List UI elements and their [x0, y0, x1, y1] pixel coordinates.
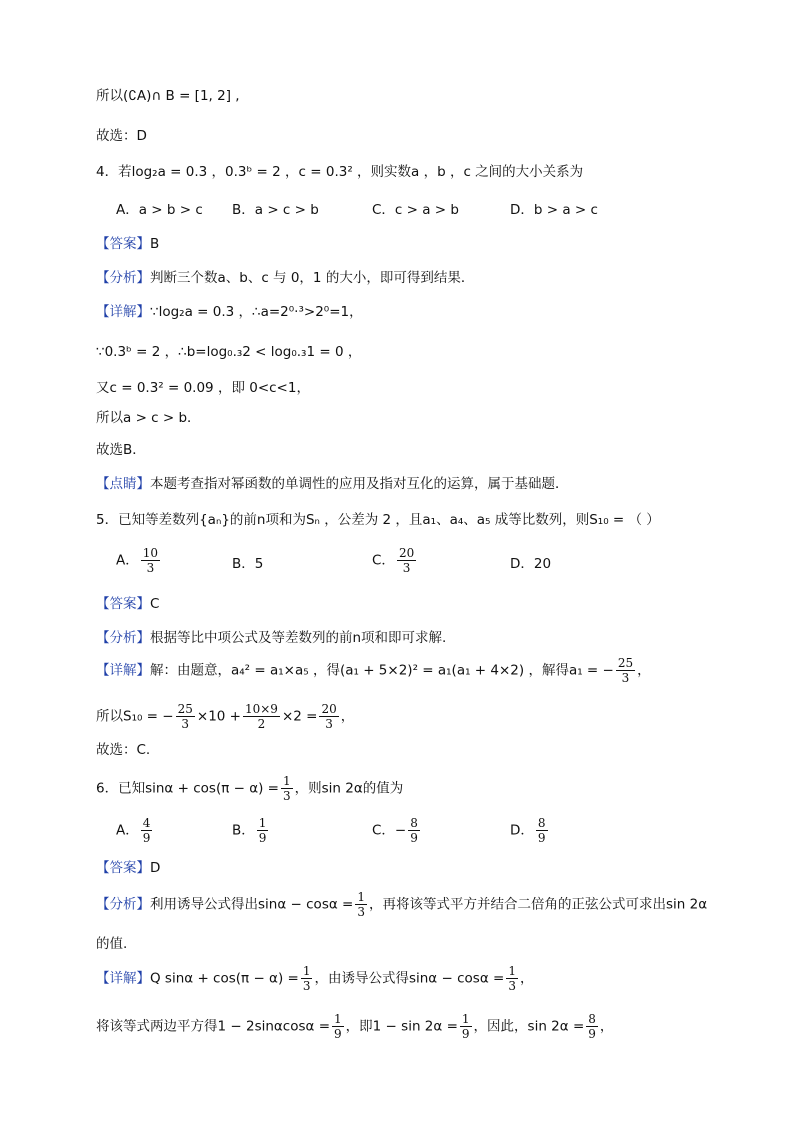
question-4-stem: 4．若log₂a = 0.3 ，0.3ᵇ = 2 ，c = 0.3² ，则实数a ，b ，c 之间的大小关系为 — [96, 164, 584, 180]
text-line: 所以(∁A)∩ B = [1, 2] , — [96, 88, 240, 104]
question-6-stem: 6．已知sinα + cos(π − α) = $\frac{1}{3}$ ，则sin 2α的值为 — [96, 774, 404, 803]
q6-detail-line: 将该等式两边平方得1 − 2sinαcosα = $\frac{1}{9}$ ，即1 − sin 2α = $\frac{1}{9}$ ，因此，sin 2α = $\frac{8}{9}$ ， — [96, 1012, 614, 1041]
q6-option-d: D． $\frac{8}{9}$ — [510, 816, 546, 845]
fraction: $\frac{1}{9}$ — [461, 1012, 470, 1041]
fraction: $\frac{1}{9}$ — [334, 1012, 342, 1041]
fraction: $\frac{1}{3}$ — [283, 774, 291, 803]
fraction: $\frac{1}{3}$ — [302, 964, 311, 993]
fraction: $\frac{4}{9}$ — [142, 816, 151, 845]
fraction: $\frac{8}{9}$ — [537, 816, 546, 845]
q4-option-a: A．a > b > c — [116, 202, 203, 218]
q4-detail-line: 故选B． — [96, 442, 146, 458]
q6-option-a: A． $\frac{4}{9}$ — [116, 816, 151, 845]
fraction: $\frac{10\times 9}{2}$ — [244, 702, 278, 731]
q6-analysis-cont: 的值. — [96, 936, 128, 952]
fraction: $\frac{8}{9}$ — [410, 816, 418, 845]
q5-detail-line: 所以S₁₀ = − $\frac{25}{3}$ ×10 + $\frac{10\times 9}{2}$ ×2 = $\frac{20}{3}$ ， — [96, 702, 355, 731]
q4-option-c: C．c > a > b — [372, 202, 459, 218]
q4-answer: 【答案】B — [96, 236, 160, 252]
q5-answer: 【答案】C — [96, 596, 160, 612]
fraction: $\frac{1}{9}$ — [258, 816, 267, 845]
q6-answer: 【答案】D — [96, 860, 161, 876]
q4-detail-line: 又c = 0.3² = 0.09 ，即 0<c<1， — [96, 380, 310, 396]
q6-analysis: 【分析】利用诱导公式得出sinα − cosα = $\frac{1}{3}$ ，再将该等式平方并结合二倍角的正弦公式可求出sin 2α — [96, 890, 708, 919]
fraction: $\frac{25}{3}$ — [617, 656, 634, 685]
fraction: $\frac{10}{3}$ — [142, 546, 159, 575]
fraction: $\frac{8}{9}$ — [588, 1012, 596, 1041]
q6-option-c: C．− $\frac{8}{9}$ — [372, 816, 418, 845]
q5-analysis: 【分析】根据等比中项公式及等差数列的前n项和即可求解. — [96, 630, 447, 646]
fraction: $\frac{1}{3}$ — [508, 964, 516, 993]
text-line: 故选：D — [96, 128, 147, 144]
q5-detail-line: 故选：C. — [96, 742, 151, 758]
fraction: $\frac{25}{3}$ — [177, 702, 193, 731]
q4-detail-line: ∵0.3ᵇ = 2 ，∴b=log₀.₃2 < log₀.₃1 = 0 ， — [96, 344, 362, 360]
fraction: $\frac{1}{3}$ — [357, 890, 365, 919]
q4-detail-line: 所以a > c > b． — [96, 410, 201, 426]
q5-detail: 【详解】解：由题意，a₄² = a₁×a₅ ，得(a₁ + 5×2)² = a₁(a₁ + 4×2) ，解得a₁ = − $\frac{25}{3}$ ， — [96, 656, 651, 685]
q4-option-d: D．b > a > c — [510, 202, 598, 218]
q4-comment: 【点睛】本题考查指对幂函数的单调性的应用及指对互化的运算，属于基础题． — [96, 476, 569, 492]
q5-option-a: A． $\frac{10}{3}$ — [116, 546, 159, 575]
q4-option-b: B．a > c > b — [232, 202, 319, 218]
q4-detail: 【详解】∵log₂a = 0.3 ，∴a=2⁰·³>2⁰=1， — [96, 304, 363, 320]
q6-option-b: B． $\frac{1}{9}$ — [232, 816, 267, 845]
fraction: $\frac{20}{3}$ — [398, 546, 415, 575]
q4-analysis: 【分析】判断三个数a、b、c 与 0，1 的大小，即可得到结果． — [96, 270, 475, 286]
q6-detail: 【详解】Q sinα + cos(π − α) = $\frac{1}{3}$ ，由诱导公式得sinα − cosα = $\frac{1}{3}$ ， — [96, 964, 534, 993]
question-5-stem: 5．已知等差数列{aₙ}的前n项和为Sₙ ，公差为 2 ，且a₁、a₄、a₅ 成等比数列，则S₁₀ = （ ） — [96, 512, 660, 528]
q5-option-c: C． $\frac{20}{3}$ — [372, 546, 415, 575]
fraction: $\frac{20}{3}$ — [321, 702, 337, 731]
q5-option-b: B．5 — [232, 556, 264, 572]
q5-option-d: D．20 — [510, 556, 552, 572]
